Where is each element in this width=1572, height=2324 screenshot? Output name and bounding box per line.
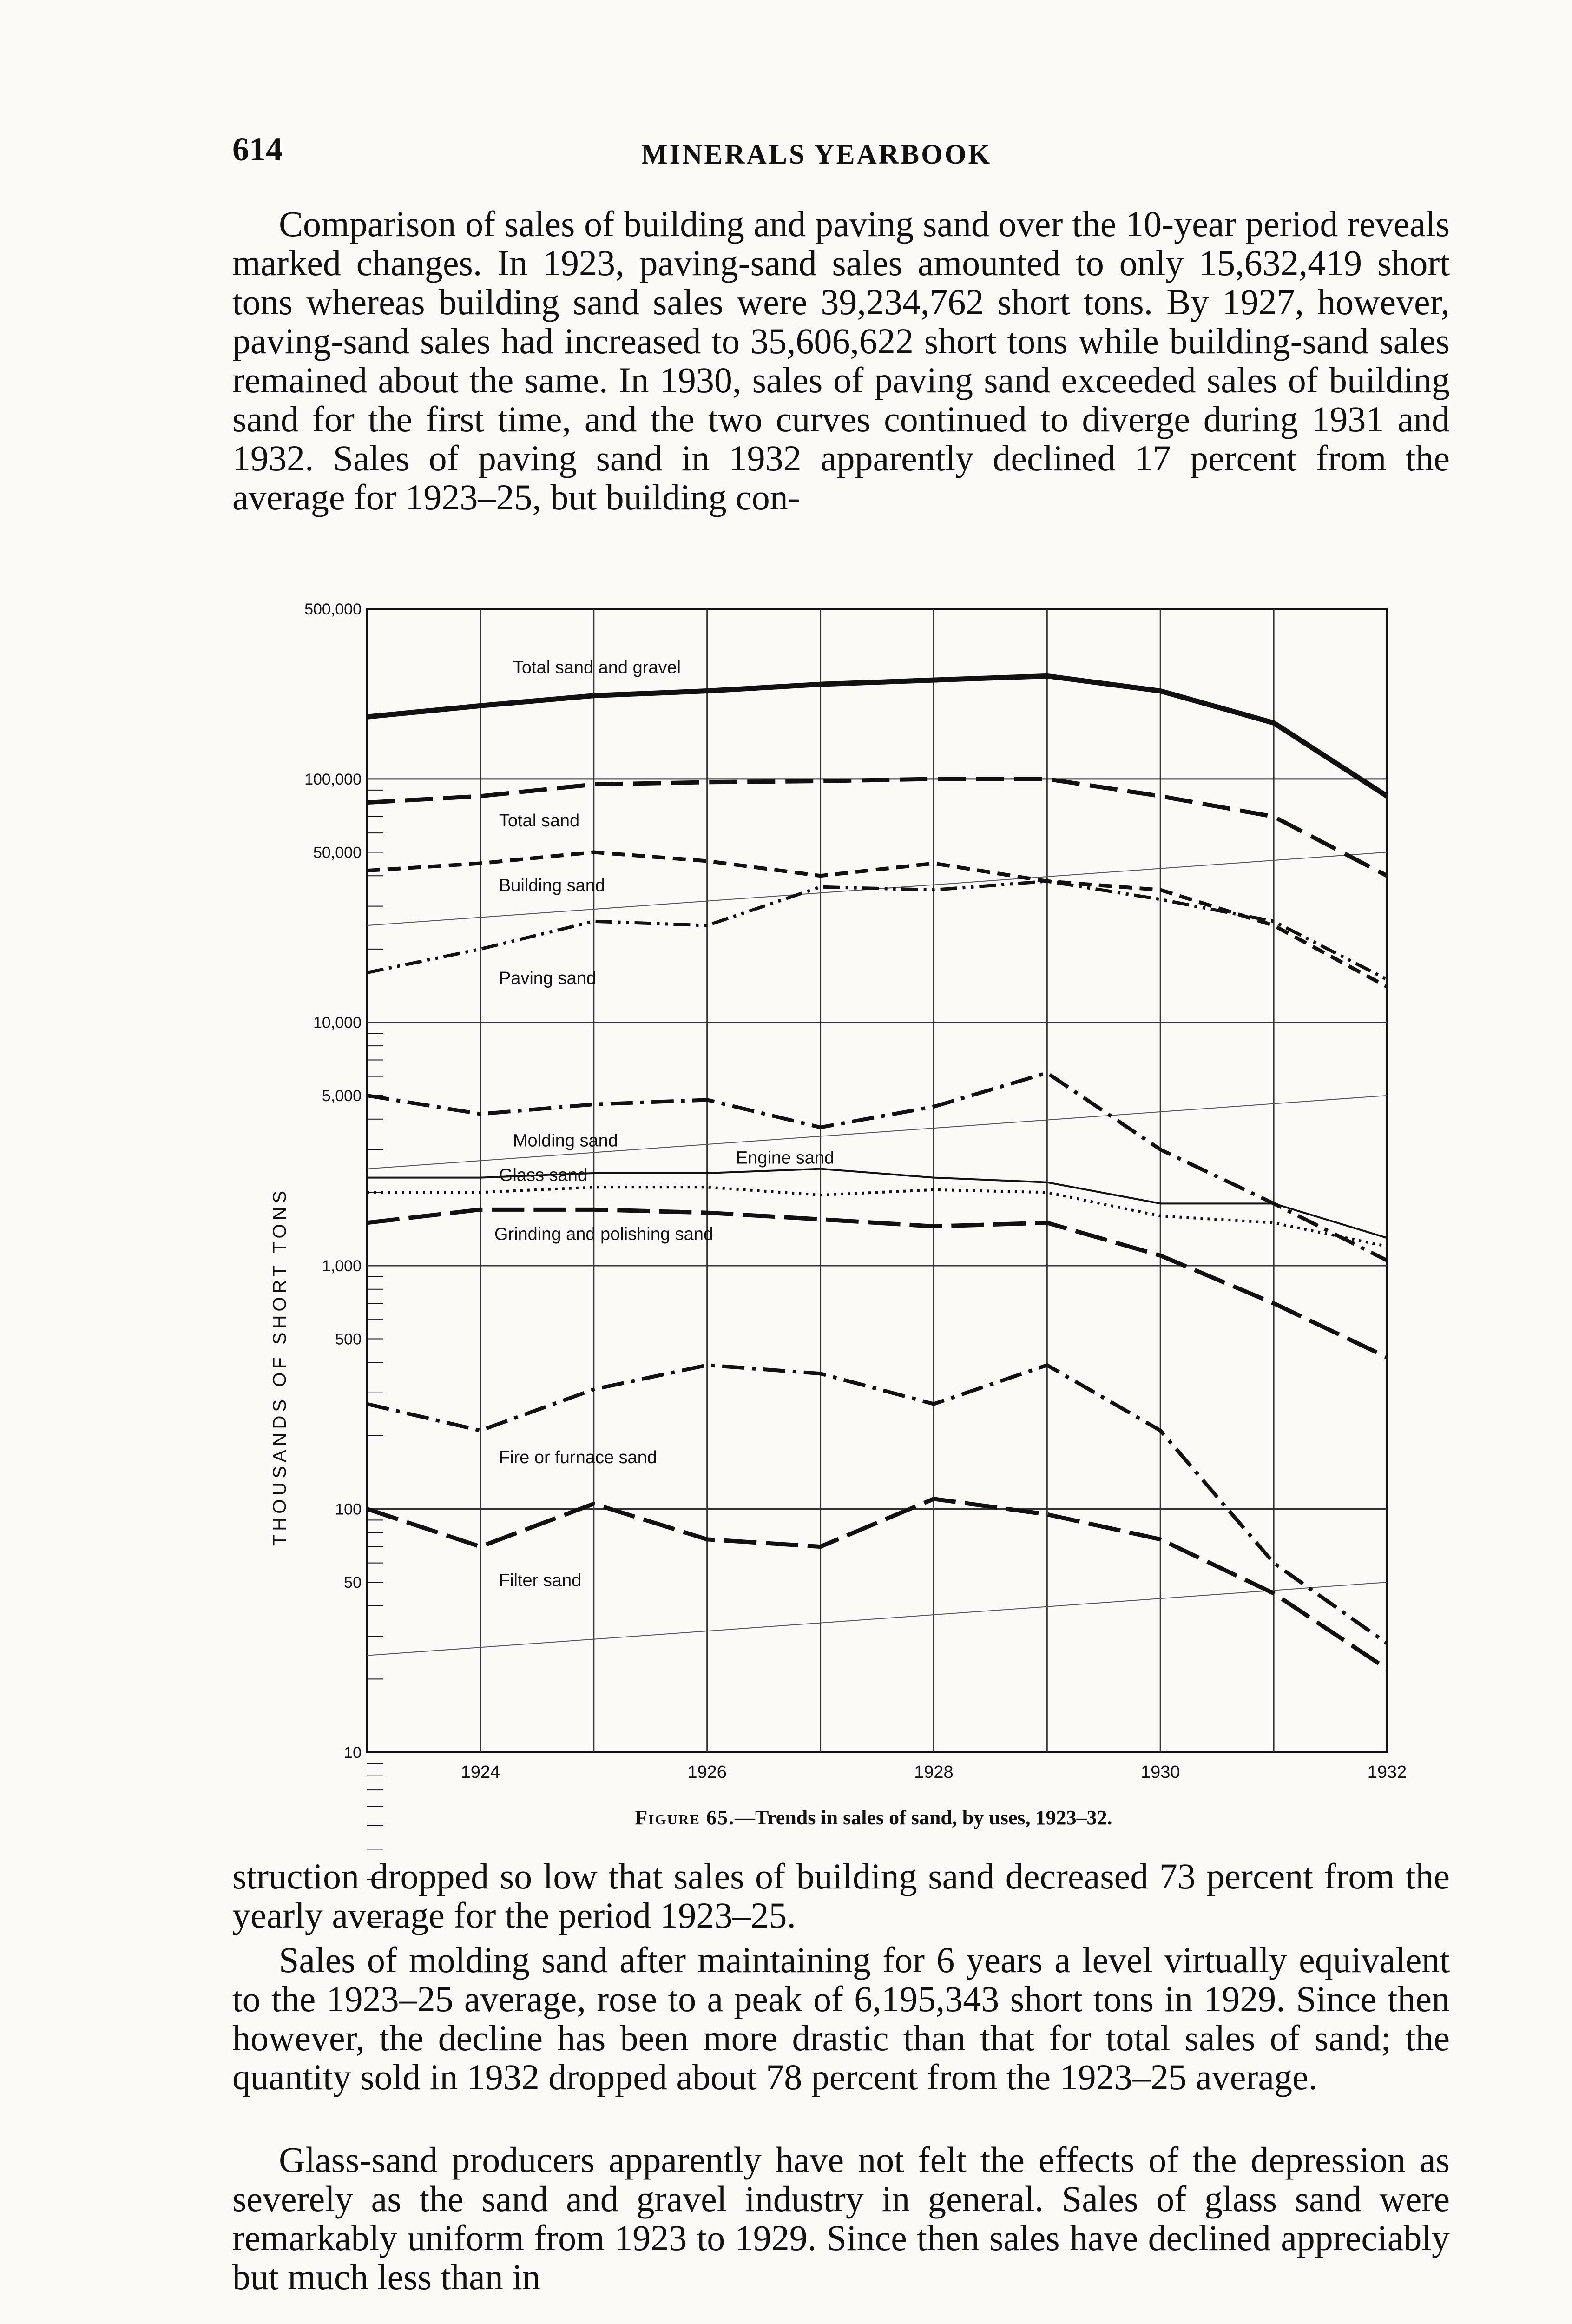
y-tick-label: 500,000 xyxy=(304,601,362,618)
figure-caption xyxy=(548,1806,1199,1829)
series-label: Filter sand xyxy=(499,1571,582,1591)
x-tick-label: 1928 xyxy=(914,1763,954,1782)
paragraph: Comparison of sales of building and paving sand over the 10-year period reveals marked changes. In 1923, paving-sand sales amounted to only 15,632,419 short tons whereas building sand sales were 39,234,762 short tons. By 1927, however, paving-sand sales had increased to 35,606,622 short tons while building-sand sales remained about the same. In 1930, sales of paving sand exceeded sales of building sand for the first time, and the two curves continued to diverge during 1931 and 1932. Sales of paving sand in 1932 apparently declined 17 percent from the average for 1923–25, but building con- xyxy=(232,204,1450,517)
series-label: Total sand and gravel xyxy=(513,658,681,678)
paragraph: struction dropped so low that sales of building sand decreased 73 percent from the yearly average for the period 1923–25. xyxy=(232,1856,1450,1935)
y-tick-label: 10,000 xyxy=(313,1014,362,1032)
paragraph: Glass-sand producers apparently have not felt the effects of the depression as severely as the sand and gravel industry in general. Sales of glass sand were remarkably uniform from 1923 to 1929. Since then sales have declined appreciably but much less than in xyxy=(232,2139,1450,2297)
y-tick-label: 50 xyxy=(344,1574,362,1592)
series-label: Fire or furnace sand xyxy=(499,1447,657,1467)
series-label: Glass sand xyxy=(499,1165,587,1185)
series-line xyxy=(367,852,1387,987)
figure-caption-label: Figure 65. xyxy=(635,1806,735,1829)
series-line xyxy=(367,881,1387,979)
figure-caption-text: —Trends in sales of sand, by uses, 1923–32. xyxy=(734,1806,1112,1829)
x-tick-label: 1926 xyxy=(687,1763,727,1782)
series-label: Grinding and polishing sand xyxy=(494,1224,713,1244)
series-label: Total sand xyxy=(499,811,580,831)
y-tick-label: 50,000 xyxy=(313,844,362,862)
series-label: Building sand xyxy=(499,876,605,896)
series-label: Paving sand xyxy=(499,968,597,988)
y-tick-label: 5,000 xyxy=(322,1087,362,1105)
series-label: Molding sand xyxy=(513,1131,618,1151)
running-head: MINERALS YEARBOOK xyxy=(641,139,992,170)
y-tick-label: 100,000 xyxy=(304,770,362,788)
x-tick-label: 1924 xyxy=(460,1763,500,1782)
y-axis-label: THOUSANDS OF SHORT TONS xyxy=(270,1187,290,1546)
series-label: Engine sand xyxy=(736,1148,835,1168)
y-tick-label: 100 xyxy=(335,1500,362,1519)
y-tick-label: 10 xyxy=(344,1744,362,1762)
y-tick-label: 1,000 xyxy=(322,1257,362,1275)
chart-grid xyxy=(367,609,1387,1922)
y-half-gridline xyxy=(367,1582,1387,1656)
x-tick-label: 1930 xyxy=(1140,1763,1180,1782)
chart-labels xyxy=(270,601,1407,1782)
series-line xyxy=(367,1365,1387,1644)
paragraph: Sales of molding sand after maintaining for 6 years a level virtually equivalent to the 1923–25 average, rose to a peak of 6,195,343 short tons in 1929. Since then however, the decline has been more drastic than that for total sales of sand; the quantity sold in 1932 dropped about 78 percent from the 1923–25 average. xyxy=(232,1940,1450,2097)
x-tick-label: 1932 xyxy=(1367,1763,1407,1782)
y-tick-label: 500 xyxy=(335,1330,362,1348)
page-number: 614 xyxy=(232,131,283,168)
